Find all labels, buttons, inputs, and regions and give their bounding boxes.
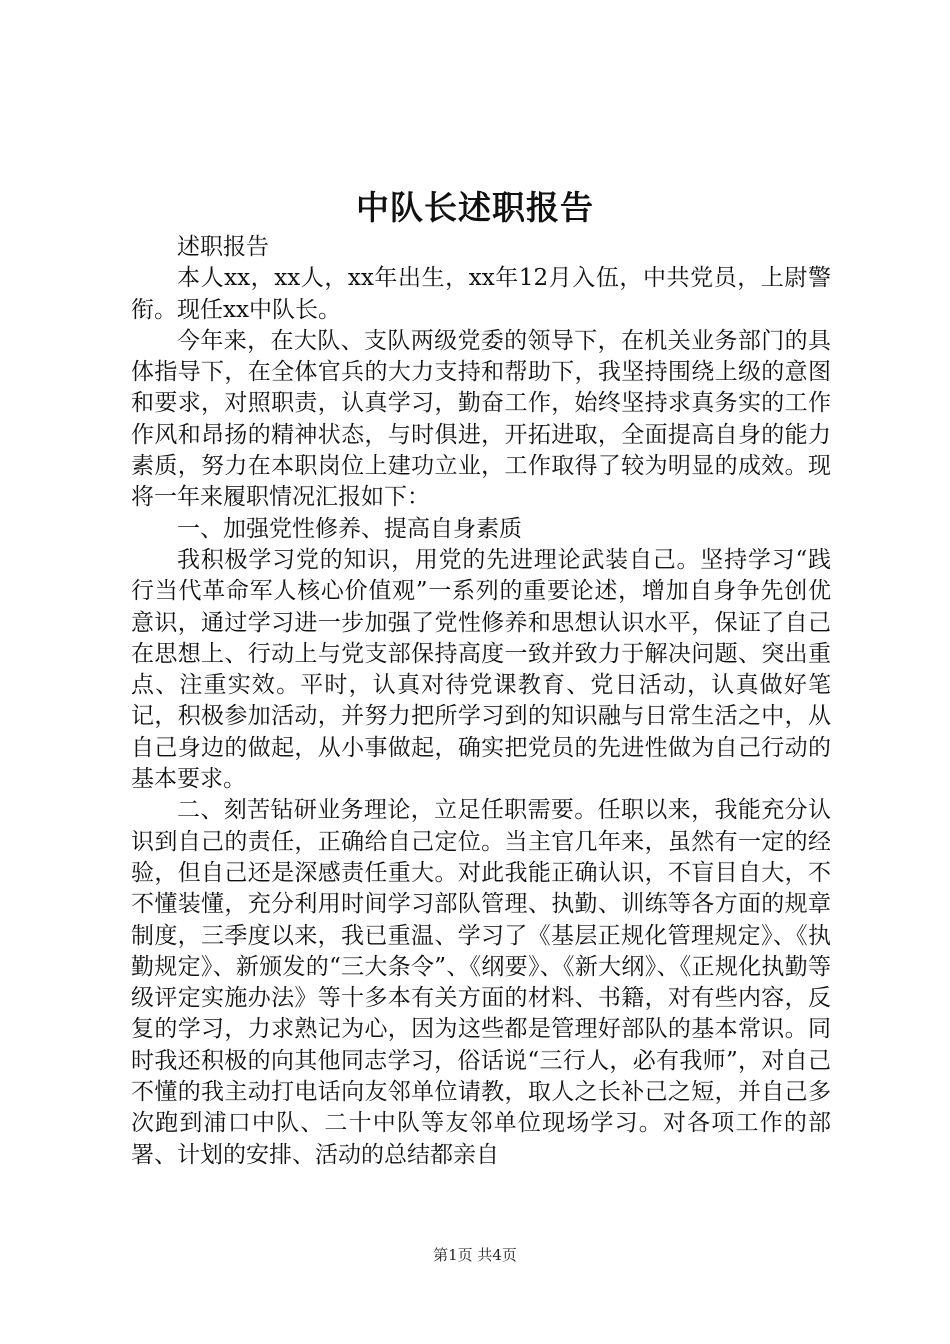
- paragraph-heading: 述职报告: [177, 234, 269, 260]
- document-body: [131, 232, 831, 1171]
- paragraph-section-1: 我积极学习党的知识，用党的先进理论武装自己。坚持学习“践行当代革命军人核心价值观”一系列的重要论述，增加自身争先创优意识，通过学习进一步加强了党性修养和思想认识水平，保证了自己在思想上、行动上与党支部保持高度一致并致力于解决问题、突出重点、注重实效。平时，认真对待党课教育、党日活动，认真做好笔记，积极参加活动，并努力把所学习到的知识融与日常生活之中，从自己身边的做起，从小事做起，确实把党员的先进性做为自己行动的基本要求。: [131, 546, 831, 793]
- paragraph-intro: 今年来，在大队、支队两级党委的领导下，在机关业务部门的具体指导下，在全体官兵的大力支持和帮助下，我坚持围绕上级的意图和要求，对照职责，认真学习，勤奋工作，始终坚持求真务实的工作作风和昂扬的精神状态，与时俱进，开拓进取，全面提高自身的能力素质，努力在本职岗位上建功立业，工作取得了较为明显的成效。现将一年来履职情况汇报如下：: [131, 327, 831, 511]
- paragraph-personal-info: 本人xx，xx人，xx年出生，xx年12月入伍，中共党员，上尉警衔。现任xx中队长。: [131, 265, 831, 323]
- section-heading-1: 一、加强党性修养、提高自身素质: [177, 515, 522, 542]
- document-title: 中队长述职报告: [356, 188, 594, 227]
- paragraph-section-2: 二、刻苦钻研业务理论，立足任职需要。任职以来，我能充分认识到自己的责任，正确给自己定位。当主官几年来，虽然有一定的经验，但自己还是深感责任重大。对此我能正确认识，不盲目自大，不不懂装懂，充分利用时间学习部队管理、执勤、训练等各方面的规章制度，三季度以来，我已重温、学习了《基层正规化管理规定》、《执勤规定》、新颁发的“三大条令”、《纲要》、《新大纲》、《正规化执勤等级评定实施办法》等十多本有关方面的材料、书籍，对有些内容，反复的学习，力求熟记为心，因为这些都是管理好部队的基本常识。同时我还积极的向其他同志学习，俗话说“三行人，必有我师”，对自己不懂的我主动打电话向友邻单位请教，取人之长补己之短，并自己多次跑到浦口中队、二十中队等友邻单位现场学习。对各项工作的部署、计划的安排、活动的总结都亲自: [131, 797, 831, 1168]
- page-number-footer: 第1页 共4页: [433, 1246, 517, 1264]
